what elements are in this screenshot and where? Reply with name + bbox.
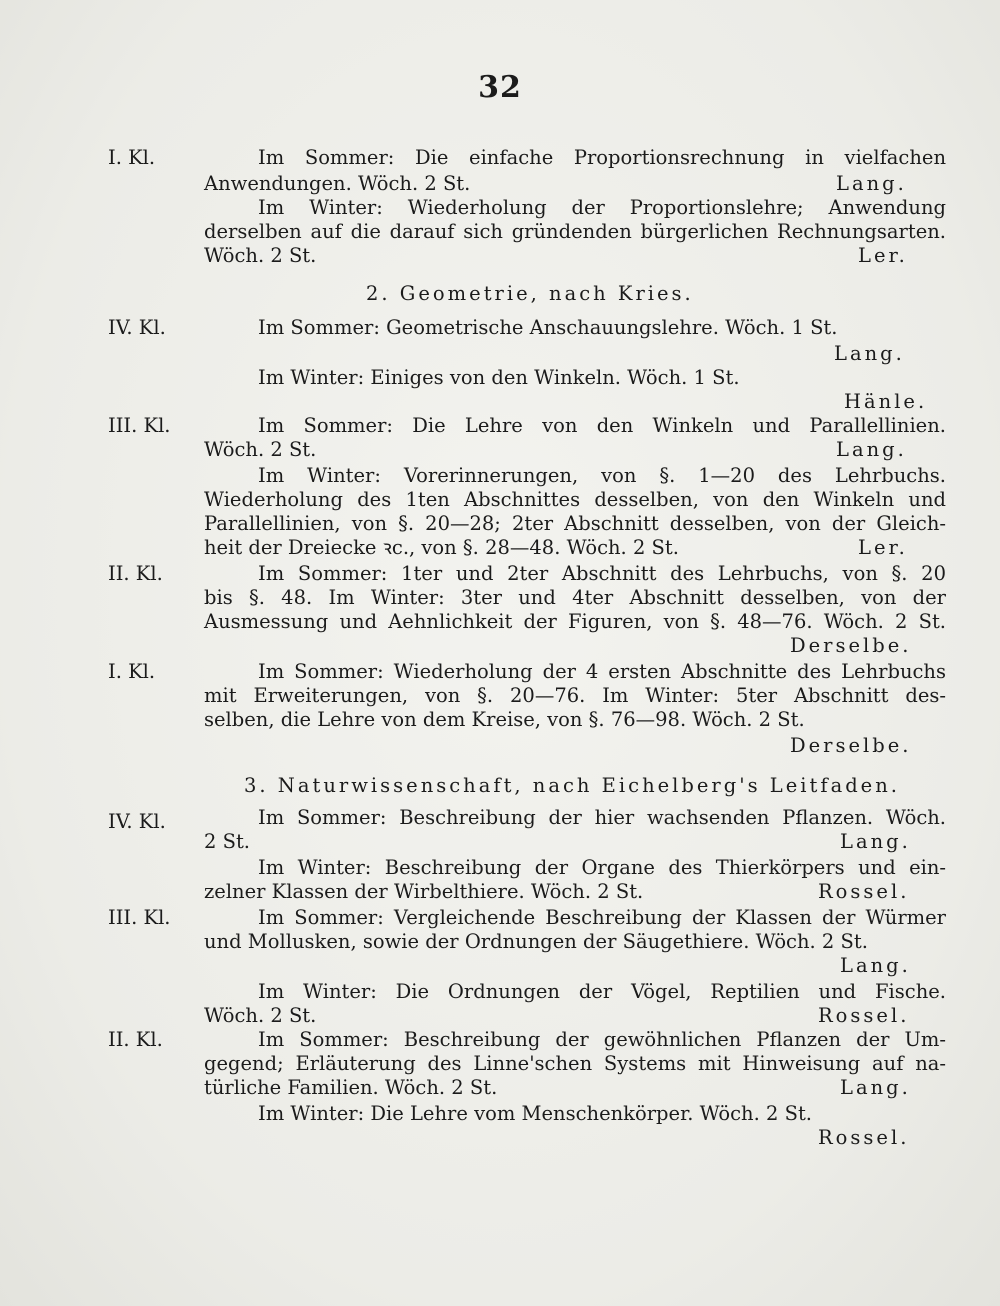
text-line: zelner Klassen der Wirbelthiere. Wöch. 2 St. <box>204 880 644 903</box>
text-line: Im Winter: Einiges von den Winkeln. Wöch. 1 St. <box>258 366 740 389</box>
text-line: Wiederholung des 1ten Abschnittes desselben, von den Winkeln und <box>204 488 946 511</box>
text-line: mit Erweiterungen, von §. 20—76. Im Winter: 5ter Abschnitt des- <box>204 684 946 707</box>
text-line: Im Winter: Beschreibung der Organe des Thierkörpers und ein- <box>258 856 946 879</box>
text-line: Im Sommer: Vergleichende Beschreibung der Klassen der Würmer <box>258 906 946 929</box>
text-line: Im Sommer: 1ter und 2ter Abschnitt des Lehrbuchs, von §. 20 <box>258 562 946 585</box>
text-line: Im Winter: Vorerinnerungen, von §. 1—20 des Lehrbuchs. <box>258 464 946 487</box>
text-line: und Mollusken, sowie der Ordnungen der Säugethiere. Wöch. 2 St. <box>204 930 868 953</box>
text-line: Lang. <box>834 342 905 365</box>
text-line: Wöch. 2 St. <box>204 1004 317 1027</box>
text-line: Wöch. 2 St. <box>204 438 317 461</box>
text-line: Wöch. 2 St. <box>204 244 317 267</box>
text-line: bis §. 48. Im Winter: 3ter und 4ter Abschnitt desselben, von der <box>204 586 946 609</box>
text-line: Rossel. <box>818 1004 910 1027</box>
text-line: Lang. <box>840 1076 911 1099</box>
text-line: Im Winter: Die Ordnungen der Vögel, Reptilien und Fische. <box>258 980 946 1003</box>
text-line: derselben auf die darauf sich gründenden bürgerlichen Rechnungsarten. <box>204 220 946 243</box>
text-line: II. Kl. <box>108 562 163 585</box>
text-line: 2 St. <box>204 830 250 853</box>
text-line: Lang. <box>836 172 907 195</box>
text-line: gegend; Erläuterung des Linne'schen Systems mit Hinweisung auf na- <box>204 1052 946 1075</box>
text-line: Im Winter: Wiederholung der Proportionslehre; Anwendung <box>258 196 946 219</box>
text-line: III. Kl. <box>108 906 171 929</box>
text-line: IV. Kl. <box>108 316 166 339</box>
text-line: türliche Familien. Wöch. 2 St. <box>204 1076 498 1099</box>
text-line: Ler. <box>858 536 908 559</box>
text-line: Im Sommer: Wiederholung der 4 ersten Abschnitte des Lehrbuchs <box>258 660 946 683</box>
text-line: 2. Geometrie, nach Kries. <box>366 282 694 305</box>
text-line: Im Sommer: Beschreibung der gewöhnlichen Pflanzen der Um- <box>258 1028 946 1051</box>
text-line: Im Winter: Die Lehre vom Menschenkörper. Wöch. 2 St. <box>258 1102 812 1125</box>
text-line: Ausmessung und Aehnlichkeit der Figuren, von §. 48—76. Wöch. 2 St. <box>204 610 946 633</box>
text-line: Anwendungen. Wöch. 2 St. <box>204 172 471 195</box>
text-line: Im Sommer: Beschreibung der hier wachsenden Pflanzen. Wöch. <box>258 806 946 829</box>
text-line: Derselbe. <box>790 634 912 657</box>
text-line: Ler. <box>858 244 908 267</box>
text-line: I. Kl. <box>108 146 156 169</box>
text-line: IV. Kl. <box>108 810 166 833</box>
text-line: selben, die Lehre von dem Kreise, von §. 76—98. Wöch. 2 St. <box>204 708 805 731</box>
text-line: Derselbe. <box>790 734 912 757</box>
text-line: I. Kl. <box>108 660 156 683</box>
page-number: 32 <box>478 70 522 105</box>
text-line: heit der Dreiecke ꝛc., von §. 28—48. Wöch. 2 St. <box>204 536 679 559</box>
text-line: III. Kl. <box>108 414 171 437</box>
text-line: II. Kl. <box>108 1028 163 1051</box>
text-line: Lang. <box>840 954 911 977</box>
text-line: Rossel. <box>818 880 910 903</box>
text-line: Im Sommer: Geometrische Anschauungslehre. Wöch. 1 St. <box>258 316 838 339</box>
text-line: Im Sommer: Die Lehre von den Winkeln und Parallellinien. <box>258 414 946 437</box>
text-line: Lang. <box>840 830 911 853</box>
text-line: Rossel. <box>818 1126 910 1149</box>
text-line: Lang. <box>836 438 907 461</box>
text-line: Im Sommer: Die einfache Proportionsrechnung in vielfachen <box>258 146 946 169</box>
text-line: Parallellinien, von §. 20—28; 2ter Abschnitt desselben, von der Gleich- <box>204 512 946 535</box>
text-line: 3. Naturwissenschaft, nach Eichelberg's Leitfaden. <box>244 774 900 797</box>
text-line: Hänle. <box>844 390 928 413</box>
